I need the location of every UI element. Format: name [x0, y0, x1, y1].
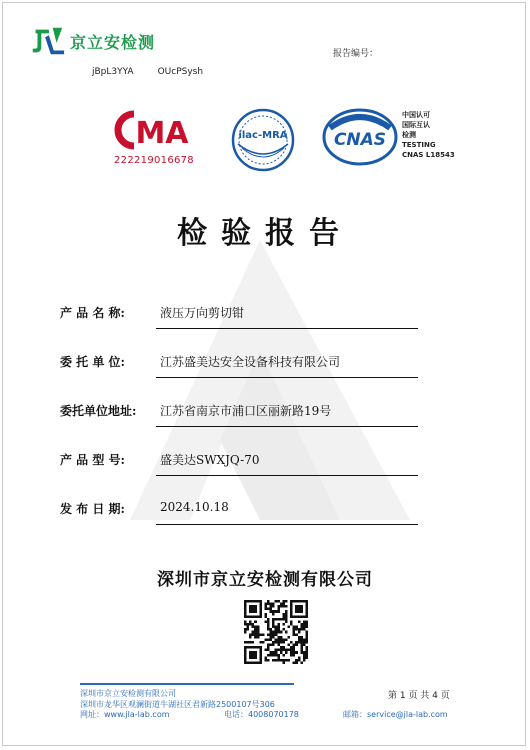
footer-company-name: 深圳市京立安检测有限公司	[80, 689, 176, 698]
footer-contact	[80, 709, 299, 720]
field-product-name	[60, 296, 420, 345]
footer-email-link[interactable]: 邮箱：service@jla-lab.com	[343, 710, 448, 719]
qr-code-icon	[244, 600, 308, 664]
svg-text:CNAS: CNAS	[333, 130, 387, 150]
field-label: 委 托 单 位:	[60, 355, 125, 369]
field-issue-date	[60, 492, 420, 541]
cma-number: 222219016678	[114, 155, 194, 166]
verification-code-1: jBpL3YYA	[92, 67, 134, 77]
field-client	[60, 345, 420, 394]
footer-divider	[80, 683, 294, 685]
field-underline	[156, 377, 418, 378]
cnas-accreditation-text: 中国认可 国际互认 检测 TESTING CNAS L18543	[402, 111, 455, 159]
jla-logo-icon	[28, 22, 66, 60]
field-label: 产 品 型 号:	[60, 453, 125, 467]
footer-website-link[interactable]: 网址：www.jla-lab.com	[80, 710, 170, 719]
report-number-label: 报告编号：	[333, 49, 379, 59]
field-label: 产 品 名 称:	[60, 306, 125, 320]
field-underline	[156, 328, 418, 329]
field-underline	[156, 524, 418, 525]
company-logo-text: 京立安检测	[70, 32, 156, 52]
svg-text:MA: MA	[135, 116, 189, 150]
cma-mark	[112, 110, 196, 166]
company-logo	[28, 22, 155, 60]
report-fields	[60, 296, 420, 541]
footer-phone: 电话：4008070178	[224, 710, 299, 719]
field-underline	[156, 475, 418, 476]
report-title: 检验报告	[177, 216, 353, 251]
field-label: 发 布 日 期:	[60, 502, 125, 516]
field-value: 江苏省南京市浦口区丽新路19号	[160, 404, 332, 418]
field-underline	[156, 426, 418, 427]
field-value: 江苏盛美达安全设备科技有限公司	[160, 355, 341, 369]
issuing-company: 深圳市京立安检测有限公司	[157, 570, 373, 590]
cnas-icon	[322, 108, 398, 166]
field-client-address	[60, 394, 420, 443]
verification-code-2: OUcPSysh	[157, 67, 204, 77]
svg-text:ilac-MRA: ilac-MRA	[238, 130, 288, 141]
field-label: 委托单位地址:	[60, 404, 137, 418]
field-product-model	[60, 443, 420, 492]
ilac-mra-icon	[226, 108, 300, 172]
footer-company-info	[80, 688, 275, 710]
verification-codes	[92, 67, 203, 77]
cma-logo-icon	[112, 110, 196, 150]
field-value: 液压万向剪切钳	[160, 306, 245, 320]
footer-address: 深圳市龙华区观澜街道牛湖社区君新路2500107号306	[80, 700, 275, 709]
field-value: 2024.10.18	[160, 500, 229, 514]
page-number: 第 1 页 共 4 页	[388, 691, 450, 701]
field-value: 盛美达SWXJQ-70	[160, 453, 260, 467]
